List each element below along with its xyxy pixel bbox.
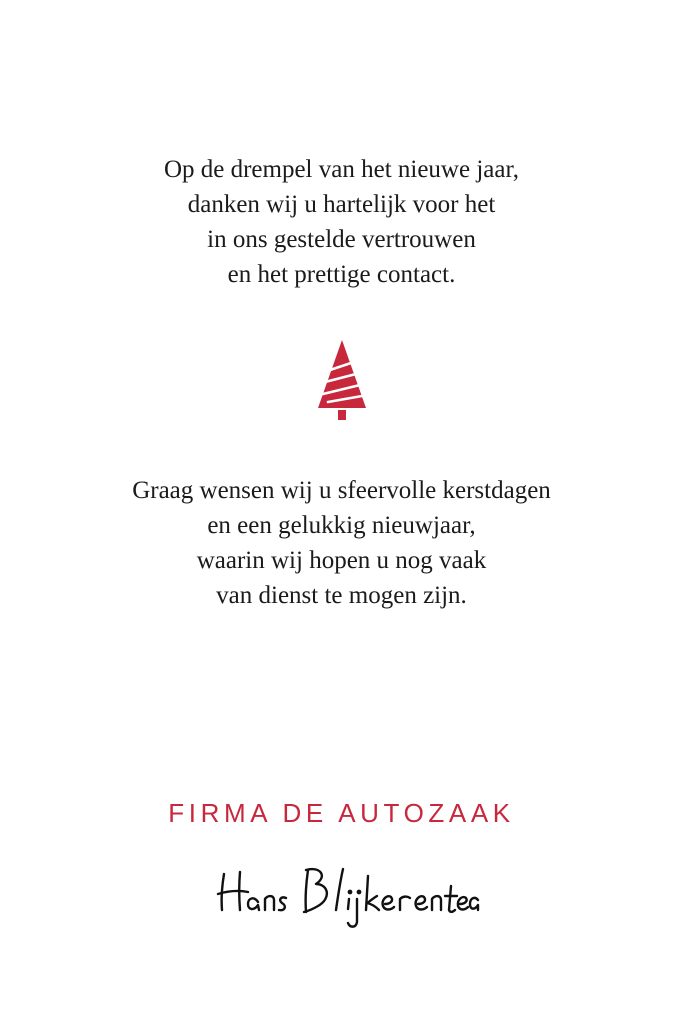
greeting-line: en het prettige contact. <box>227 261 456 288</box>
company-name: FIRMA DE AUTOZAAK <box>168 798 515 828</box>
handwritten-signature <box>210 852 480 932</box>
greeting-line: Op de drempel van het nieuwe jaar, <box>163 156 520 183</box>
greeting-line: danken wij u hartelijk voor het <box>187 191 496 218</box>
greeting-line: in ons gestelde vertrouwen <box>207 226 476 253</box>
greeting-paragraph-two <box>0 473 683 613</box>
greeting-paragraph-one <box>0 152 683 292</box>
greeting-line: van dienst te mogen zijn. <box>216 582 467 609</box>
greeting-line: Graag wensen wij u sfeervolle kerstdagen <box>132 477 551 504</box>
greeting-line: waarin wij hopen u nog vaak <box>196 547 487 574</box>
christmas-tree-icon <box>316 338 368 422</box>
greeting-line: en een gelukkig nieuwjaar, <box>207 512 476 539</box>
